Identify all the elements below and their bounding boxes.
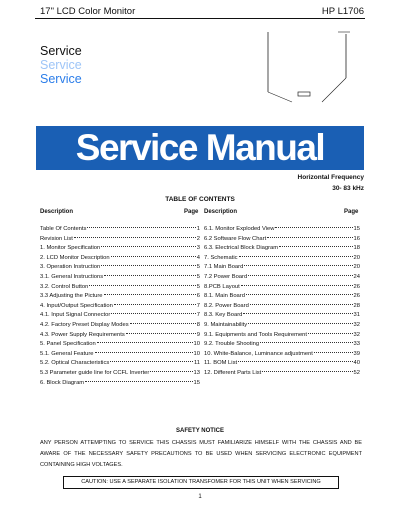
toc-entry[interactable] — [204, 359, 360, 369]
toc-entry-title: 8.PCB Layout — [204, 283, 240, 290]
toc-entry[interactable] — [204, 311, 360, 321]
toc-entry-page: 7 — [196, 312, 200, 319]
toc-entry-page: 15 — [193, 379, 200, 386]
service-word-2: Service — [40, 58, 82, 72]
horizontal-frequency-value: 30- 83 kHz — [332, 185, 364, 192]
toc-entry-page: 5 — [196, 283, 200, 290]
toc-entry-page: 26 — [353, 283, 360, 290]
toc-entry-page: 20 — [353, 264, 360, 271]
toc-leader-dots — [248, 323, 352, 324]
toc-leader-dots — [101, 265, 196, 266]
toc-entry-title: 12. Different Parts List — [204, 369, 262, 376]
toc-entry-page: 20 — [353, 254, 360, 261]
toc-entry[interactable] — [204, 331, 360, 341]
toc-leader-dots — [97, 342, 193, 343]
toc-entry-page: 52 — [353, 369, 360, 376]
toc-entry-page: 33 — [353, 341, 360, 348]
horizontal-frequency-label: Horizontal Frequency — [297, 174, 364, 181]
toc-entry-page: 26 — [353, 293, 360, 300]
toc-entry-title: 3. Operation Instruction — [40, 264, 101, 271]
toc-leader-dots — [260, 342, 352, 343]
toc-entry-page: 8 — [196, 321, 200, 328]
toc-entry-page: 24 — [353, 273, 360, 280]
toc-leader-dots — [111, 313, 196, 314]
safety-notice-title: SAFETY NOTICE — [176, 428, 224, 434]
toc-entry[interactable] — [204, 254, 360, 264]
toc-leader-dots — [244, 265, 352, 266]
toc-leader-dots — [262, 371, 352, 372]
toc-entry-page: 9 — [196, 331, 200, 338]
toc-entry-page: 31 — [353, 312, 360, 319]
toc-entry-page: 10 — [193, 350, 200, 357]
toc-entry-title: 11. BOM List — [204, 360, 238, 367]
service-word-1: Service — [40, 44, 82, 58]
toc-entry-title: 5.3 Parameter guide line for CCFL Inverter — [40, 369, 150, 376]
toc-entry[interactable] — [40, 302, 200, 312]
toc-entry-title: 3.2. Control Button — [40, 283, 89, 290]
toc-entry-title: 3.1. General Instructions — [40, 273, 104, 280]
toc-entry[interactable] — [204, 302, 360, 312]
toc-col-description-left: Description — [40, 209, 74, 215]
toc-entry-page: 39 — [353, 350, 360, 357]
toc-entry-title: 3.3 Adjusting the Picture — [40, 293, 103, 300]
toc-entry[interactable] — [40, 235, 200, 245]
toc-entry-page: 15 — [353, 226, 360, 232]
toc-entry-title: 8.2. Power Board — [204, 302, 249, 309]
toc-entry[interactable] — [204, 369, 360, 379]
toc-list-right — [204, 225, 360, 379]
banner-title: Service Manual — [75, 127, 325, 168]
toc-leader-dots — [246, 294, 353, 295]
toc-entry[interactable] — [40, 369, 200, 379]
toc-entry-page: 5 — [196, 264, 200, 271]
toc-entry-title: 10. White-Balance, Luminance adjustment — [204, 350, 313, 357]
toc-leader-dots — [243, 313, 352, 314]
header-product-code: HP L1706 — [321, 6, 364, 17]
toc-entry-title: 8.3. Key Board — [204, 312, 243, 319]
toc-leader-dots — [314, 352, 353, 353]
toc-entry-title: 9.1. Equipments and Tools Requirement — [204, 331, 308, 338]
header-model-title: 17" LCD Color Monitor — [40, 6, 136, 17]
toc-leader-dots — [114, 304, 196, 305]
toc-leader-dots — [111, 256, 196, 257]
toc-entry[interactable] — [204, 292, 360, 302]
toc-leader-dots — [275, 227, 352, 228]
toc-entry-page: 16 — [353, 235, 360, 242]
toc-entry-page: 5 — [196, 273, 200, 280]
toc-leader-dots — [308, 333, 353, 334]
safety-notice-text: ANY PERSON ATTEMPTING TO SERVICE THIS CHASSIS MUST FAMILIARIZE HIMSELF WITH THE CHASSIS AND BE AWARE OF THE NECESSARY SAFETY PRECAUTIONS TO BE USED WHEN SERVICING ELECTRONIC EQUIPMENT CONTAINING HIGH VOLTAGES. — [40, 440, 362, 468]
toc-leader-dots — [238, 361, 352, 362]
toc-entry-title: 6.1. Monitor Exploded View — [204, 226, 275, 232]
toc-entry-page: 2 — [196, 235, 200, 242]
toc-entry-title: 2. LCD Monitor Description — [40, 254, 110, 261]
toc-entry[interactable] — [40, 263, 200, 273]
toc-entry-title: 4. Input/Output Specification — [40, 302, 113, 309]
toc-entry-page: 4 — [196, 254, 200, 261]
toc-list-left — [40, 225, 200, 388]
toc-leader-dots — [95, 352, 193, 353]
toc-leader-dots — [130, 323, 196, 324]
toc-leader-dots — [74, 237, 196, 238]
toc-entry[interactable] — [204, 321, 360, 331]
toc-entry[interactable] — [40, 283, 200, 293]
toc-entry-page: 13 — [193, 369, 200, 376]
toc-entry-title: 1. Monitor Specification — [40, 245, 101, 252]
toc-leader-dots — [250, 304, 353, 305]
toc-entry[interactable] — [40, 225, 200, 235]
toc-entry-title: 7.2 Power Board — [204, 273, 248, 280]
toc-entry-title: 8.1. Main Board — [204, 293, 245, 300]
toc-entry-page: 32 — [353, 321, 360, 328]
toc-entry[interactable] — [204, 340, 360, 350]
toc-entry-title: 4.2. Factory Preset Display Modes — [40, 321, 129, 328]
toc-leader-dots — [87, 227, 195, 228]
toc-entry-title: Revision List — [40, 235, 73, 242]
toc-leader-dots — [110, 361, 193, 362]
toc-leader-dots — [279, 246, 352, 247]
toc-entry[interactable] — [40, 340, 200, 350]
toc-entry[interactable] — [204, 350, 360, 360]
toc-entry-title: 9. Maintainability — [204, 321, 248, 328]
toc-entry-page: 40 — [353, 360, 360, 367]
toc-entry-title: 5. Panel Specification — [40, 341, 96, 348]
toc-leader-dots — [248, 275, 352, 276]
toc-entry[interactable] — [204, 244, 360, 254]
toc-entry-title: 6.2 Software Flow Chart — [204, 235, 267, 242]
toc-entry[interactable] — [204, 263, 360, 273]
toc-entry-title: 5.2. Optical Characteristics — [40, 360, 110, 367]
toc-leader-dots — [89, 285, 195, 286]
toc-entry-title: 7. Schematic — [204, 254, 238, 261]
toc-entry-page: 6 — [196, 293, 200, 300]
toc-entry[interactable] — [40, 321, 200, 331]
toc-entry-page: 3 — [196, 245, 200, 252]
toc-leader-dots — [267, 237, 352, 238]
toc-entry[interactable] — [204, 225, 360, 235]
toc-entry[interactable] — [204, 273, 360, 283]
toc-entry-title: 4.1. Input Signal Connector — [40, 312, 111, 319]
toc-leader-dots — [126, 333, 196, 334]
toc-entry-title: 6.3. Electrical Block Diagram — [204, 245, 279, 252]
toc-entry[interactable] — [40, 292, 200, 302]
caution-box: CAUTION: USE A SEPARATE ISOLATION TRANSFOMER FOR THIS UNIT WHEN SERVICING — [63, 476, 339, 489]
toc-leader-dots — [241, 285, 353, 286]
toc-leader-dots — [101, 246, 196, 247]
toc-col-page-left: Page — [184, 209, 199, 215]
toc-entry-page: 1 — [196, 226, 200, 232]
toc-entry[interactable] — [40, 359, 200, 369]
toc-col-page-right: Page — [344, 209, 359, 215]
toc-entry-title: 5.1. General Feature — [40, 350, 94, 357]
toc-title: TABLE OF CONTENTS — [165, 196, 235, 203]
toc-entry[interactable] — [40, 273, 200, 283]
toc-entry[interactable] — [40, 254, 200, 264]
toc-entry-page: 18 — [353, 245, 360, 252]
toc-leader-dots — [239, 256, 353, 257]
toc-entry-title: 7.1 Main Board — [204, 264, 244, 271]
toc-entry[interactable] — [40, 244, 200, 254]
toc-entry-page: 10 — [193, 341, 200, 348]
toc-entry-title: Table Of Contents — [40, 226, 87, 232]
service-word-3: Service — [40, 72, 82, 86]
toc-entry-title: 6. Block Diagram — [40, 379, 85, 386]
toc-entry[interactable] — [204, 283, 360, 293]
toc-leader-dots — [104, 294, 196, 295]
toc-entry-page: 28 — [353, 302, 360, 309]
toc-leader-dots — [150, 371, 192, 372]
toc-entry-page: 7 — [196, 302, 200, 309]
monitor-outline-image — [262, 30, 352, 108]
toc-leader-dots — [104, 275, 196, 276]
page-number: 1 — [198, 494, 202, 500]
toc-entry[interactable] — [40, 379, 200, 389]
toc-entry-title: 4.3. Power Supply Requirements — [40, 331, 125, 338]
toc-entry[interactable] — [40, 331, 200, 341]
toc-entry-page: 32 — [353, 331, 360, 338]
header-rule — [35, 18, 365, 19]
toc-leader-dots — [85, 381, 192, 382]
toc-entry-page: 11 — [193, 360, 200, 367]
service-manual-banner — [36, 126, 364, 170]
toc-entry[interactable] — [204, 235, 360, 245]
toc-col-description-right: Description — [204, 209, 238, 215]
toc-entry[interactable] — [40, 311, 200, 321]
toc-entry-title: 9.2. Trouble Shooting — [204, 341, 260, 348]
toc-entry[interactable] — [40, 350, 200, 360]
